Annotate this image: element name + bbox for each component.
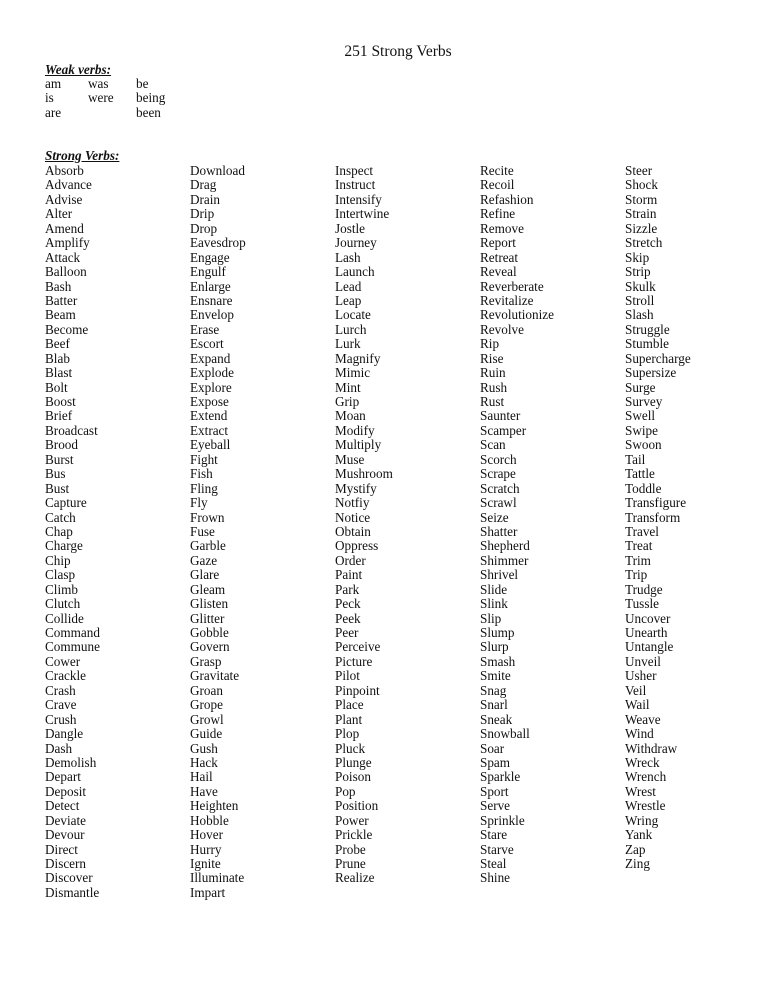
verb-item: Growl	[190, 711, 224, 727]
verb-item: Fling	[190, 480, 218, 496]
verb-item: Starve	[480, 841, 514, 857]
verb-item: Travel	[625, 523, 659, 539]
verb-item: Hurry	[190, 841, 222, 857]
verb-item: Slump	[480, 625, 515, 640]
verb-item: Devour	[45, 827, 85, 843]
verb-item: Serve	[480, 798, 511, 814]
verb-item: Strip	[625, 264, 651, 280]
verb-item: Brood	[45, 437, 78, 453]
verb-item: Multiply	[335, 437, 382, 453]
verb-item: Sizzle	[625, 220, 658, 236]
verb-item: Lurk	[335, 336, 361, 352]
verb-item: Crackle	[45, 668, 87, 684]
verb-item: Hail	[190, 769, 213, 785]
verb-item: Instruct	[335, 177, 376, 193]
verb-item: been	[136, 104, 161, 120]
verb-item: Soar	[480, 740, 505, 756]
verb-item: Zing	[625, 856, 650, 871]
verb-item: Glare	[190, 567, 220, 583]
verb-item: Inspect	[335, 163, 374, 178]
verb-item: Rush	[480, 379, 508, 395]
strong-verbs-column	[335, 164, 393, 886]
verb-item: Scratch	[480, 480, 520, 496]
verb-item: Usher	[625, 668, 657, 684]
verb-item: Batter	[45, 292, 78, 308]
verb-item: Snarl	[480, 697, 508, 713]
verb-item: Pop	[335, 783, 356, 799]
verb-item: Crave	[45, 697, 77, 713]
verb-item: Grope	[190, 697, 223, 713]
verb-item: Glisten	[190, 596, 229, 612]
verb-item: Explore	[190, 379, 232, 395]
verb-item: Dash	[45, 740, 73, 756]
verb-item: Shock	[625, 177, 658, 193]
strong-verbs-column	[190, 164, 246, 900]
verb-item: Gobble	[190, 625, 229, 640]
verb-item: Locate	[335, 307, 371, 323]
verb-item: Dismantle	[45, 884, 100, 900]
verb-item: Advance	[45, 177, 92, 193]
verb-item: Grasp	[190, 653, 222, 669]
verb-item: Boost	[45, 394, 76, 409]
verb-item: Revolve	[480, 321, 524, 337]
verb-item: Prune	[335, 856, 366, 871]
verb-item: Commune	[45, 639, 100, 655]
verb-item: Lurch	[335, 321, 367, 337]
verb-item: Frown	[190, 509, 225, 525]
verb-item: Supercharge	[625, 350, 691, 366]
verb-item: Sneak	[480, 711, 513, 727]
verb-item: Untangle	[625, 639, 674, 655]
verb-item: Stare	[480, 827, 508, 843]
weak-verbs-column	[136, 77, 165, 120]
verb-item: Scorch	[480, 451, 517, 467]
verb-item: Attack	[45, 249, 81, 265]
verb-item: Oppress	[335, 538, 379, 554]
strong-verbs-column	[625, 164, 691, 871]
verb-item: Hobble	[190, 812, 229, 828]
verb-item: Demolish	[45, 754, 97, 770]
verb-item: Dangle	[45, 726, 84, 742]
verb-item: Saunter	[480, 408, 521, 424]
verb-item: Slide	[480, 581, 508, 597]
verb-item: Leap	[335, 292, 362, 308]
verb-item: Shatter	[480, 523, 518, 539]
verb-item: Cower	[45, 653, 81, 669]
verb-item: be	[136, 76, 149, 91]
verb-item: Escort	[190, 336, 224, 352]
verb-item: Smite	[480, 668, 511, 684]
verb-item: Swipe	[625, 422, 658, 438]
weak-verbs-heading: Weak verbs:	[45, 62, 112, 77]
verb-item: Seize	[480, 509, 509, 525]
verb-item: Tail	[625, 451, 646, 467]
verb-item: Plunge	[335, 754, 372, 770]
verb-item: Download	[190, 163, 245, 178]
verb-item: Sprinkle	[480, 812, 525, 828]
verb-item: Glitter	[190, 610, 225, 626]
verb-item: Gravitate	[190, 668, 240, 684]
verb-item: Direct	[45, 841, 78, 857]
verb-item: Transfigure	[625, 495, 687, 511]
verb-item: Rust	[480, 394, 505, 409]
verb-item: Recoil	[480, 177, 515, 193]
verb-item: Skulk	[625, 278, 656, 294]
page-title: 251 Strong Verbs	[344, 43, 452, 60]
verb-item: Govern	[190, 639, 230, 655]
strong-verbs-column	[480, 164, 554, 886]
verb-item: Plant	[335, 711, 363, 727]
verb-item: Discern	[45, 856, 87, 871]
verb-item: Stumble	[625, 336, 669, 352]
verb-item: Swell	[625, 408, 656, 424]
verb-item: Steal	[480, 856, 507, 871]
verb-item: Absorb	[45, 163, 84, 178]
verb-item: Bash	[45, 278, 72, 294]
verb-item: Jostle	[335, 220, 366, 236]
verb-item: Amend	[45, 220, 84, 236]
verb-item: Erase	[190, 321, 220, 337]
verb-item: Balloon	[45, 264, 87, 280]
verb-item: Power	[335, 812, 369, 828]
verb-item: Bust	[45, 480, 70, 496]
verb-item: Engage	[190, 249, 230, 265]
verb-item: Crush	[45, 711, 77, 727]
verb-item: Refashion	[480, 191, 534, 207]
verb-item: Intertwine	[335, 206, 390, 222]
verb-item: Magnify	[335, 350, 381, 366]
verb-item: Wrest	[625, 783, 656, 799]
verb-item: were	[88, 90, 114, 106]
verb-item: Fuse	[190, 523, 215, 539]
verb-item: Drip	[190, 206, 215, 222]
verb-item: Ensnare	[190, 292, 233, 308]
strong-verbs-column	[45, 164, 100, 900]
verb-item: Gleam	[190, 581, 226, 597]
verb-item: Survey	[625, 394, 663, 409]
verb-item: Hover	[190, 827, 223, 843]
verb-item: Recite	[480, 163, 514, 178]
verb-item: Pluck	[335, 740, 366, 756]
verb-item: Amplify	[45, 235, 90, 251]
verb-item: Transform	[625, 509, 681, 525]
verb-item: Trudge	[625, 581, 663, 597]
verb-item: Pilot	[335, 668, 360, 684]
verb-item: Ignite	[190, 856, 221, 871]
verb-item: Sport	[480, 783, 509, 799]
verb-item: Brief	[45, 408, 73, 424]
verb-item: Expand	[190, 350, 231, 366]
verb-item: Wail	[625, 697, 650, 713]
verb-item: Envelop	[190, 307, 234, 323]
verb-item: am	[45, 76, 62, 91]
verb-item: Retreat	[480, 249, 519, 265]
verb-item: Plop	[335, 726, 360, 742]
verb-item: Peck	[335, 596, 361, 612]
verb-item: Paint	[335, 567, 363, 583]
verb-item: Heighten	[190, 798, 239, 814]
verb-item: Launch	[335, 264, 375, 280]
verb-item: Impart	[190, 884, 226, 900]
verb-item: Shimmer	[480, 552, 529, 568]
verb-item: Surge	[625, 379, 656, 395]
verb-item: Slink	[480, 596, 508, 612]
verb-item: Yank	[625, 827, 653, 843]
verb-item: Obtain	[335, 523, 371, 539]
verb-item: Wrench	[625, 769, 667, 785]
verb-item: Grip	[335, 394, 360, 409]
verb-item: Mimic	[335, 365, 371, 381]
verb-item: Notice	[335, 509, 371, 525]
verb-item: Moan	[335, 408, 366, 424]
verb-item: Notfiy	[335, 495, 370, 511]
verb-item: Shine	[480, 870, 511, 886]
weak-verbs-column	[45, 77, 61, 120]
verb-item: Picture	[335, 653, 373, 669]
verb-item: Stretch	[625, 235, 663, 251]
verb-item: Stroll	[625, 292, 655, 308]
verb-item: Trip	[625, 567, 648, 583]
verb-item: Capture	[45, 495, 87, 511]
verb-item: Wrestle	[625, 798, 666, 814]
verb-item: Storm	[625, 191, 658, 207]
strong-verbs-heading: Strong Verbs:	[45, 148, 120, 163]
verb-item: Steer	[625, 163, 653, 178]
verb-item: being	[136, 90, 166, 106]
verb-item: Intensify	[335, 191, 382, 207]
verb-item: Blab	[45, 350, 70, 366]
verb-item: Fish	[190, 466, 213, 482]
verb-item: is	[45, 90, 54, 106]
verb-item: are	[45, 104, 62, 120]
verb-item: Hack	[190, 754, 218, 770]
verb-item: Gush	[190, 740, 218, 756]
verb-item: Wreck	[625, 754, 660, 770]
verb-item: Reverberate	[480, 278, 544, 294]
weak-verbs-column	[88, 77, 114, 106]
verb-item: Report	[480, 235, 516, 251]
verb-item: Snag	[480, 682, 507, 698]
verb-item: Gaze	[190, 552, 218, 568]
verb-item: Have	[190, 783, 218, 799]
verb-item: Tussle	[625, 596, 659, 612]
verb-item: Snowball	[480, 726, 530, 742]
verb-item: Mystify	[335, 480, 377, 496]
verb-item: Clasp	[45, 567, 76, 583]
verb-item: Clutch	[45, 596, 81, 612]
verb-item: Position	[335, 798, 379, 814]
verb-item: Eyeball	[190, 437, 231, 453]
verb-item: Beef	[45, 336, 70, 352]
verb-item: Struggle	[625, 321, 670, 337]
verb-item: Engulf	[190, 264, 226, 280]
verb-item: Perceive	[335, 639, 381, 655]
verb-item: Slash	[625, 307, 654, 323]
verb-item: Garble	[190, 538, 226, 554]
verb-item: Slurp	[480, 639, 509, 655]
verb-item: Strain	[625, 206, 657, 222]
verb-item: Scamper	[480, 422, 527, 438]
verb-item: Scan	[480, 437, 506, 453]
verb-item: Bolt	[45, 379, 68, 395]
verb-item: Smash	[480, 653, 516, 669]
verb-item: Enlarge	[190, 278, 231, 294]
verb-item: Fight	[190, 451, 218, 467]
verb-item: Unveil	[625, 653, 661, 669]
verb-item: Rip	[480, 336, 500, 352]
verb-item: Collide	[45, 610, 84, 626]
verb-item: Veil	[625, 682, 647, 698]
verb-item: Shrivel	[480, 567, 519, 583]
verb-item: Wring	[625, 812, 659, 828]
verb-item: Depart	[45, 769, 81, 785]
verb-item: Explode	[190, 365, 234, 381]
verb-item: Wind	[625, 726, 654, 742]
verb-item: Remove	[480, 220, 524, 236]
verb-item: Slip	[480, 610, 502, 626]
verb-item: Extract	[190, 422, 229, 438]
verb-item: Spam	[480, 754, 511, 770]
verb-item: Command	[45, 625, 100, 640]
verb-item: Sparkle	[480, 769, 521, 785]
verb-item: Chip	[45, 552, 71, 568]
verb-item: Supersize	[625, 365, 677, 381]
verb-item: Withdraw	[625, 740, 678, 756]
verb-item: Swoon	[625, 437, 662, 453]
verb-item: Fly	[190, 495, 208, 511]
verb-item: Toddle	[625, 480, 662, 496]
verb-item: Place	[335, 697, 364, 713]
verb-item: Uncover	[625, 610, 671, 626]
verb-item: Rise	[480, 350, 504, 366]
verb-item: Weave	[625, 711, 661, 727]
verb-item: Poison	[335, 769, 371, 785]
verb-item: Park	[335, 581, 360, 597]
verb-item: Discover	[45, 870, 93, 886]
verb-item: Drag	[190, 177, 217, 193]
verb-item: Charge	[45, 538, 83, 554]
verb-item: Mushroom	[335, 466, 393, 482]
verb-item: Illuminate	[190, 870, 245, 886]
verb-item: Crash	[45, 682, 76, 698]
verb-item: Refine	[480, 206, 516, 222]
verb-item: was	[88, 76, 109, 91]
verb-item: Broadcast	[45, 422, 98, 438]
verb-item: Alter	[45, 206, 73, 222]
verb-item: Treat	[625, 538, 653, 554]
verb-item: Peer	[335, 625, 359, 640]
verb-item: Prickle	[335, 827, 373, 843]
verb-item: Drain	[190, 191, 221, 207]
verb-item: Guide	[190, 726, 223, 742]
verb-item: Journey	[335, 235, 377, 251]
verb-item: Deviate	[45, 812, 87, 828]
verb-item: Order	[335, 552, 366, 568]
verb-item: Bus	[45, 466, 66, 482]
verb-item: Groan	[190, 682, 223, 698]
verb-item: Become	[45, 321, 89, 337]
verb-item: Drop	[190, 220, 218, 236]
verb-item: Modify	[335, 422, 375, 438]
verb-item: Extend	[190, 408, 228, 424]
verb-item: Lash	[335, 249, 361, 265]
verb-item: Revolutionize	[480, 307, 554, 323]
verb-item: Blast	[45, 365, 73, 381]
verb-item: Scrawl	[480, 495, 517, 511]
verb-item: Ruin	[480, 365, 506, 381]
verb-item: Tattle	[625, 466, 655, 482]
verb-item: Reveal	[480, 264, 517, 280]
verb-item: Advise	[45, 191, 83, 207]
verb-item: Mint	[335, 379, 361, 395]
verb-item: Shepherd	[480, 538, 530, 554]
verb-item: Probe	[335, 841, 366, 857]
verb-item: Detect	[45, 798, 80, 814]
verb-item: Scrape	[480, 466, 516, 482]
verb-item: Trim	[625, 552, 651, 568]
verb-item: Deposit	[45, 783, 87, 799]
verb-item: Lead	[335, 278, 362, 294]
verb-item: Realize	[335, 870, 375, 886]
verb-item: Beam	[45, 307, 76, 323]
verb-item: Burst	[45, 451, 74, 467]
verb-item: Skip	[625, 249, 650, 265]
verb-item: Chap	[45, 523, 73, 539]
verb-item: Pinpoint	[335, 682, 380, 698]
verb-item: Expose	[190, 394, 229, 409]
verb-item: Climb	[45, 581, 78, 597]
verb-item: Unearth	[625, 625, 668, 640]
verb-item: Muse	[335, 451, 365, 467]
verb-item: Revitalize	[480, 292, 534, 308]
verb-item: Zap	[625, 841, 646, 857]
verb-item: Catch	[45, 509, 76, 525]
verb-item: Eavesdrop	[190, 235, 246, 251]
verb-item: Peek	[335, 610, 361, 626]
